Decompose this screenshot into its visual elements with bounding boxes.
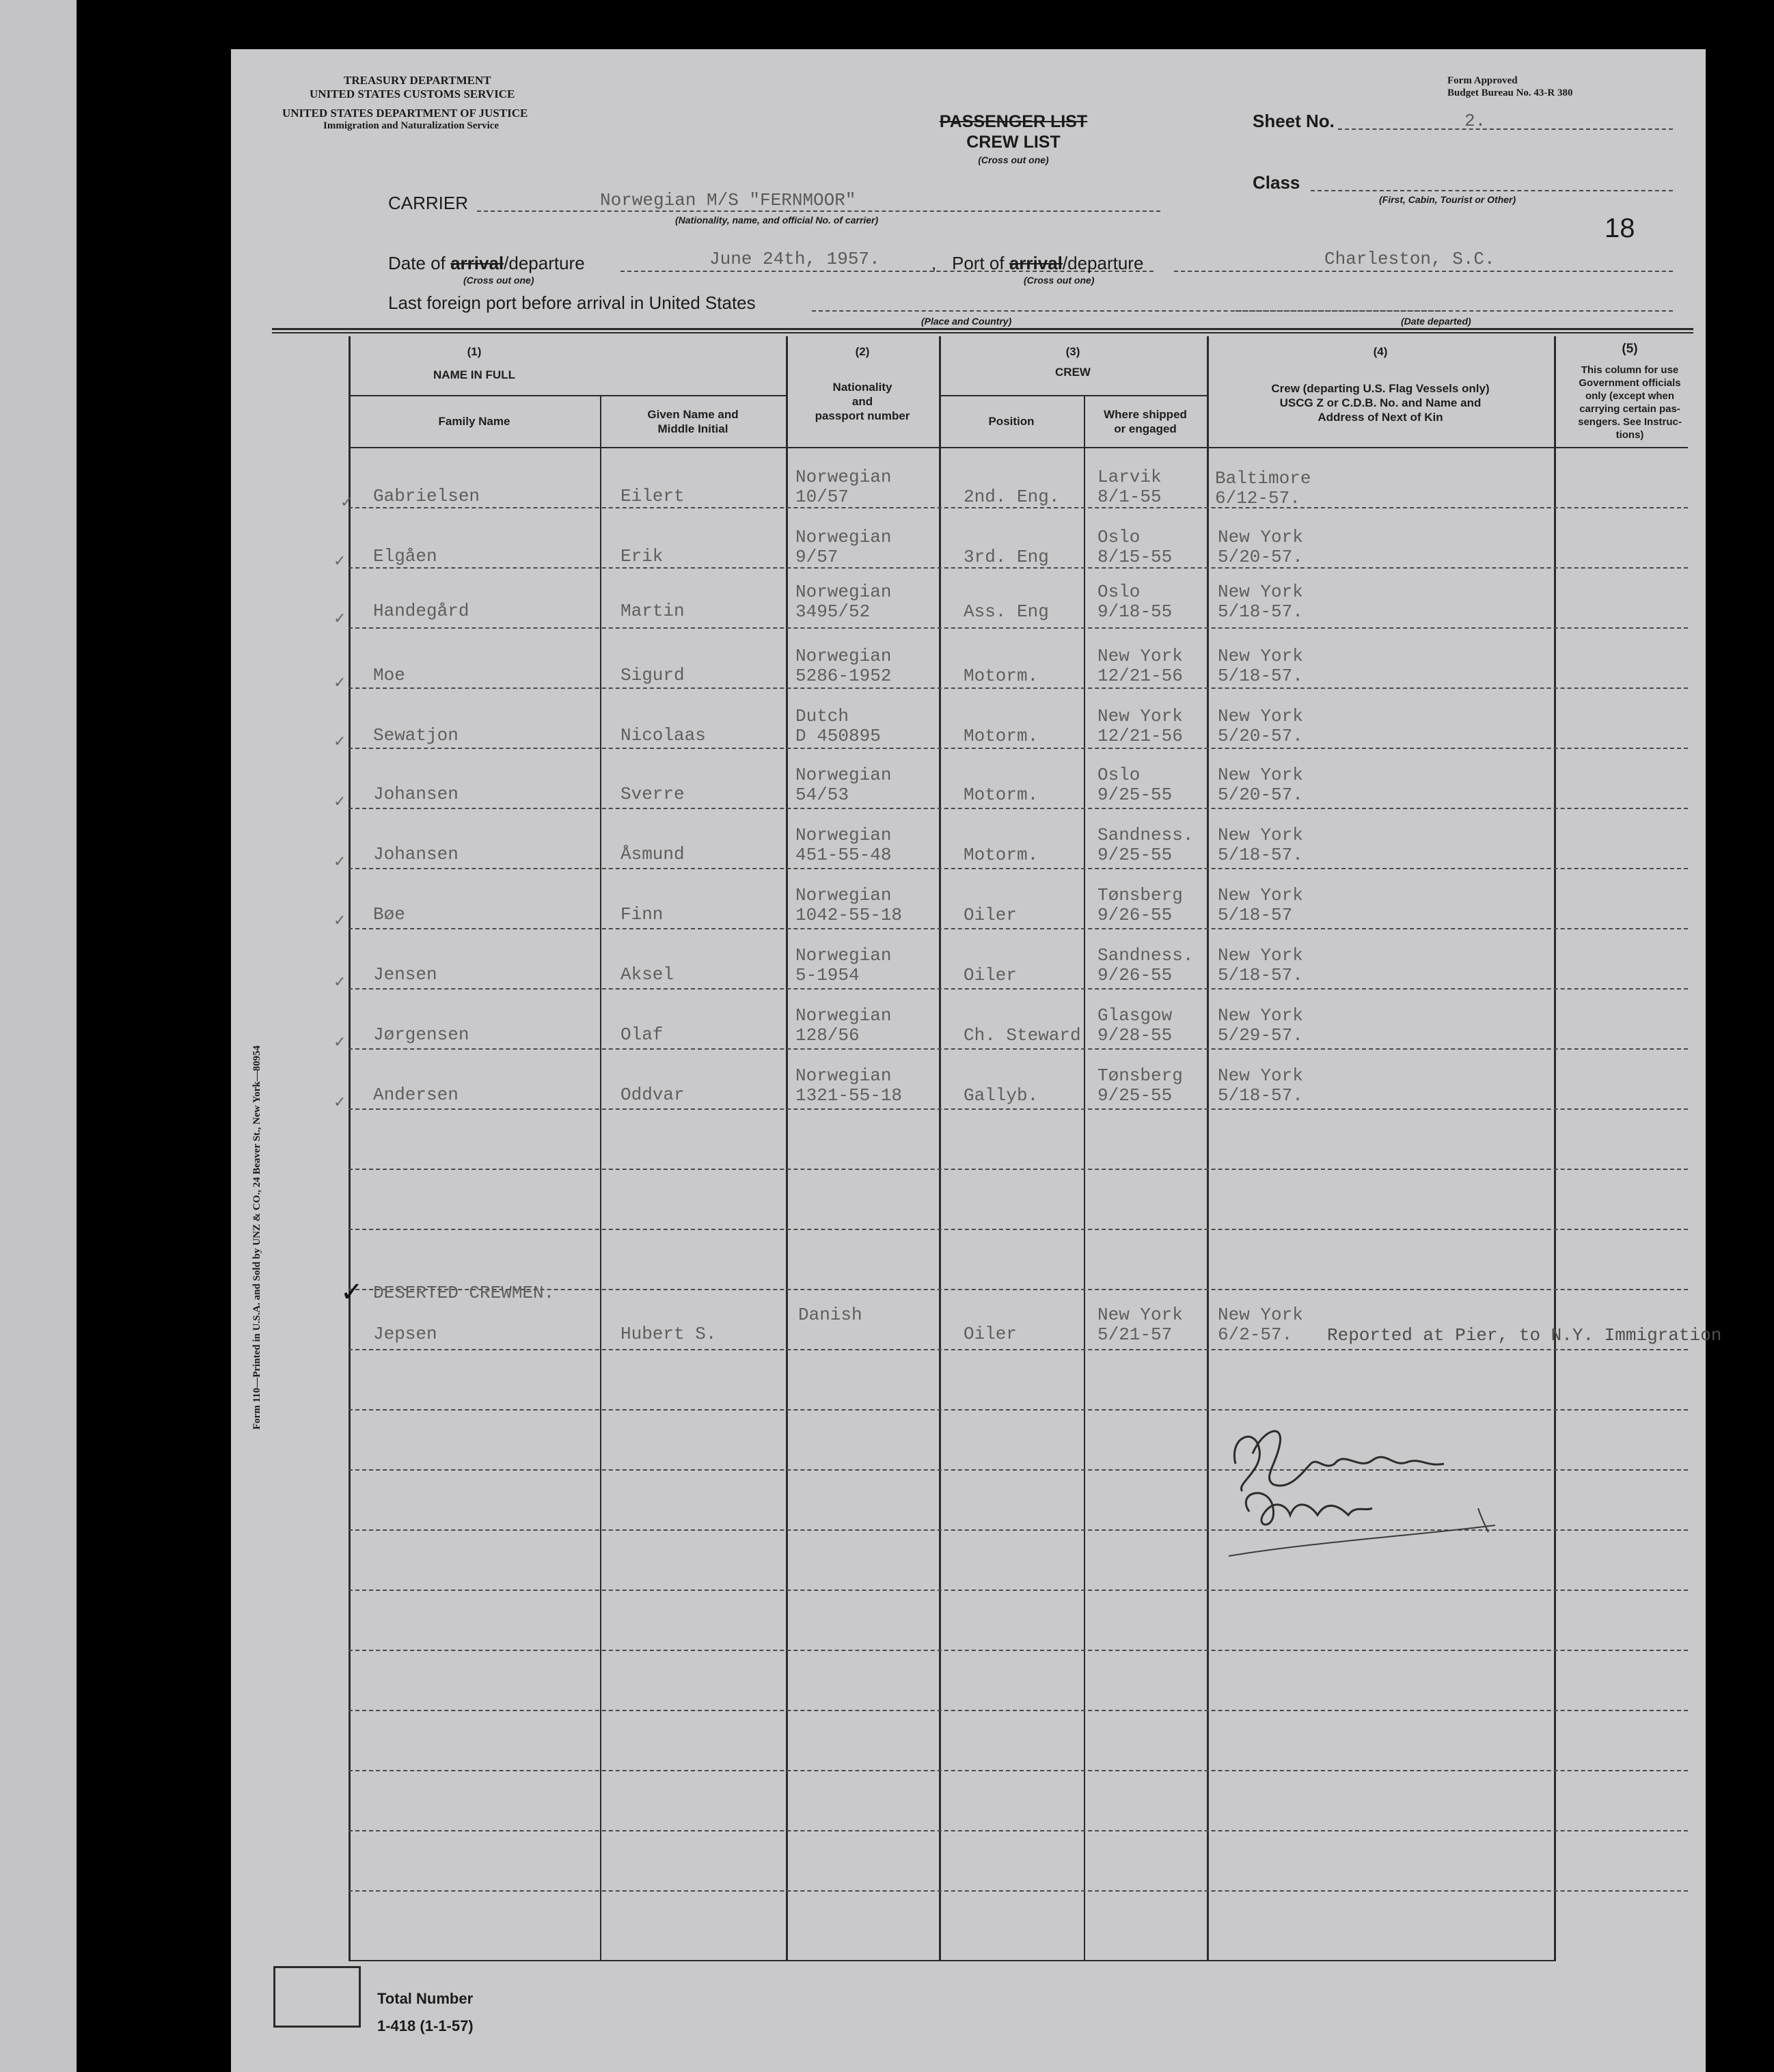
row0-date: 8/1-55: [1097, 487, 1162, 507]
row1-place: Oslo: [1097, 527, 1141, 547]
row2-nat: Norwegian: [795, 582, 892, 602]
row8-kin1: New York: [1218, 945, 1303, 966]
port-cross-hint: (Cross out one): [1024, 275, 1095, 286]
carrier-label: CARRIER: [388, 193, 469, 213]
crew-list-title: CREW LIST: [966, 133, 1061, 152]
row4-date: 12/21-56: [1097, 726, 1183, 746]
row5-family: Johansen: [373, 784, 459, 804]
row3-position: Motorm.: [964, 666, 1039, 686]
col-position: Position: [988, 415, 1035, 428]
header-ins: Immigration and Naturalization Service: [323, 120, 500, 131]
row10-nat: Norwegian: [795, 1065, 892, 1086]
row10-position: Gallyb.: [964, 1085, 1039, 1106]
row3-passport: 5286-1952: [795, 666, 892, 686]
header-justice: UNITED STATES DEPARTMENT OF JUSTICE: [282, 107, 528, 120]
row10-kin1: New York: [1218, 1065, 1303, 1086]
deserted-note: Reported at Pier, to N.Y. Immigration: [1327, 1325, 1722, 1346]
class-label: Class: [1253, 172, 1300, 193]
row1-kin1: New York: [1218, 527, 1303, 547]
budget-bureau: Budget Bureau No. 43-R 380: [1447, 87, 1573, 98]
row0-place: Larvik: [1097, 467, 1162, 487]
deserted-date: 5/21-57: [1097, 1324, 1173, 1345]
col-government: This column for use Government officials only (except when carrying certain pas- sengers. See Instruc- tions): [1578, 364, 1682, 441]
col-given-name: Given Name and Middle Initial: [647, 408, 739, 435]
row0-kin1: Baltimore: [1215, 468, 1311, 489]
row6-position: Motorm.: [964, 845, 1039, 865]
row4-passport: D 450895: [795, 726, 881, 746]
row7-family: Bøe: [373, 904, 405, 925]
row6-family: Johansen: [373, 844, 459, 864]
row1-passport: 9/57: [795, 547, 838, 567]
row8-family: Jensen: [373, 964, 437, 985]
printer-line: Form 110—Printed in U.S.A. and Sold by UNZ & CO., 24 Beaver St., New York—80954: [251, 1045, 262, 1430]
row5-position: Motorm.: [964, 785, 1039, 805]
row5-kin1: New York: [1218, 765, 1303, 785]
row9-nat: Norwegian: [795, 1005, 892, 1026]
row8-position: Oiler: [964, 965, 1018, 985]
row5-place: Oslo: [1097, 765, 1141, 785]
row6-given: Åsmund: [620, 844, 685, 864]
row7-place: Tønsberg: [1097, 885, 1183, 905]
sheet-label: Sheet No.: [1253, 111, 1335, 131]
row2-date: 9/18-55: [1097, 601, 1173, 622]
row4-place: New York: [1097, 706, 1183, 726]
departure-date: June 24th, 1957.: [709, 249, 880, 269]
col-nationality: Nationality and passport number: [815, 381, 910, 422]
form-code: 1-418 (1-1-57): [377, 2017, 474, 2034]
carrier-hint: (Nationality, name, and official No. of carrier): [675, 215, 879, 226]
row7-kin2: 5/18-57: [1218, 905, 1293, 925]
row2-given: Martin: [620, 601, 685, 621]
row8-kin2: 5/18-57.: [1218, 965, 1303, 985]
row1-nat: Norwegian: [795, 527, 892, 547]
col-name-in-full: NAME IN FULL: [433, 368, 515, 381]
row0-kin2: 6/12-57.: [1215, 488, 1300, 508]
col-family-name: Family Name: [438, 415, 510, 428]
row10-passport: 1321-55-18: [795, 1085, 903, 1106]
row0-given: Eilert: [620, 486, 685, 506]
row9-position: Ch. Steward: [964, 1025, 1081, 1046]
deserted-place: New York: [1097, 1305, 1183, 1325]
deserted-kin2: 6/2-57.: [1218, 1324, 1293, 1345]
row10-given: Oddvar: [620, 1085, 685, 1105]
row10-kin2: 5/18-57.: [1218, 1085, 1303, 1106]
row7-position: Oiler: [964, 905, 1018, 925]
row1-position: 3rd. Eng: [964, 547, 1049, 567]
date-cross-hint: (Cross out one): [463, 275, 534, 286]
row7-kin1: New York: [1218, 885, 1303, 905]
row0-nat: Norwegian: [795, 467, 892, 487]
row4-kin2: 5/20-57.: [1218, 726, 1303, 746]
row4-given: Nicolaas: [620, 725, 706, 746]
row9-kin2: 5/29-57.: [1218, 1025, 1303, 1046]
date-departed-hint: (Date departed): [1401, 316, 1471, 327]
row3-family: Moe: [373, 665, 405, 685]
form-approved: Form Approved: [1447, 75, 1518, 86]
row1-date: 8/15-55: [1097, 547, 1173, 567]
row4-kin1: New York: [1218, 706, 1303, 726]
row3-nat: Norwegian: [795, 646, 892, 666]
row1-family: Elgåen: [373, 546, 437, 567]
row2-place: Oslo: [1097, 582, 1141, 602]
row6-passport: 451-55-48: [795, 845, 892, 865]
row9-passport: 128/56: [795, 1025, 860, 1046]
row10-family: Andersen: [373, 1085, 459, 1105]
row5-kin2: 5/20-57.: [1218, 785, 1303, 805]
row4-position: Motorm.: [964, 726, 1039, 746]
row5-passport: 54/53: [795, 785, 849, 805]
row1-kin2: 5/20-57.: [1218, 547, 1303, 567]
port-label: Port of arrival/departure: [952, 253, 1144, 273]
col-crew: CREW: [1055, 366, 1091, 379]
date-label: Date of arrival/departure: [388, 253, 585, 273]
row9-given: Olaf: [620, 1024, 664, 1045]
row3-place: New York: [1097, 646, 1183, 666]
row1-given: Erik: [620, 546, 664, 567]
row0-passport: 10/57: [795, 487, 849, 507]
row9-place: Glasgow: [1097, 1005, 1173, 1026]
passenger-list-struck: PASSENGER LIST: [939, 112, 1088, 131]
deserted-family: Jepsen: [373, 1324, 437, 1344]
header-treasury: TREASURY DEPARTMENT: [344, 74, 491, 87]
row2-passport: 3495/52: [795, 601, 871, 622]
left-margin-strip: [0, 0, 77, 2072]
row4-nat: Dutch: [795, 706, 849, 726]
total-number-label: Total Number: [377, 1990, 474, 2007]
row8-passport: 5-1954: [795, 965, 860, 985]
col-where-shipped: Where shipped or engaged: [1104, 408, 1187, 435]
row6-nat: Norwegian: [795, 825, 892, 845]
deserted-position: Oiler: [964, 1324, 1018, 1344]
deserted-label: DESERTED CREWMEN.: [373, 1283, 555, 1303]
crew-list-form: TREASURY DEPARTMENT UNITED STATES CUSTOMS SERVICE UNITED STATES DEPARTMENT OF JUSTICE Immigration and Naturalization Service Form Approved Budget Bureau No. 43-R 380 PASSENGER LIST CREW LIST (Cross out one) Sheet No. 2. Class (First, Cabin, Tourist or Other) 18 CARRIER Norwegian M/S "FERNMOOR" (Nationality, name, and official No. of carrier) Date of arrival/departure (Cross out one) June 24th, 1957. , Port of arrival/departure (Cross out one) Charleston, S.C. Last foreign port before arrival in United States (Place and Country) (Date departed) (1) NAME IN FULL Family Name Given Name and Middle Initial (2) Nationality and passport number (3) CREW Position Where shipped or engaged (4) Crew (departing U.S. Flag Vessels only) USCG Z or C.D.B. No. and Name and Address of Next of Kin (5) This column for use Government officials only (except when carrying certain pas- sengers. See Instruc- tions) ✓ Gabrielsen Eilert Norwegian 10/57 2nd. Eng. Larvik 8/1-55 Baltimore 6/12-57. ✓ Elgåen Erik Norwegian 9/57 3rd. Eng Oslo 8/15-55 New York 5/20-57. ✓ Handegård Martin Norwegian 3495/52 Ass. Eng Oslo 9/18-55 New York 5/18-57. ✓ Moe Sigurd Norwegian 5286-1952 Motorm. New York 12/21-56 New York 5/18-57. ✓ Sewatjon Nicolaas Dutch D 450895 Motorm. New York 12/21-56 New York 5/20-57. ✓ Johansen Sverre Norwegian 54/53 Motorm. Oslo 9/25-55 New York 5/20-57. ✓ Johansen Åsmund Norwegian 451-55-48 Motorm. Sandness. 9/25-55 New York 5/18-57. ✓ Bøe Finn Norwegian 1042-55-18 Oiler Tønsberg 9/26-55 New York 5/18-57 ✓ Jensen Aksel Norwegian 5-1954 Oiler Sandness. 9/26-55 New York 5/18-57. ✓ Jørgensen Olaf Norwegian 128/56 Ch. Steward Glasgow 9/28-55 New York 5/29-57. ✓ Andersen Oddvar Norwegian 1321-55-18 Gallyb. Tønsberg 9/25-55 New York 5/18-57. ✓ DESERTED CREWMEN. Jepsen Hubert S. Danish Oiler New York 5/21-57 New York 6/2-57. Reported at Pier, to N.Y. Immigration Total Number 1-418 (1-1-57) Form 110—Printed in U.S.A. and Sold by UNZ & CO., 24 Beaver St., New York—80954: [231, 49, 1706, 2072]
row8-place: Sandness.: [1097, 945, 1194, 966]
row2-kin1: New York: [1218, 582, 1303, 602]
row9-date: 9/28-55: [1097, 1025, 1173, 1046]
row6-place: Sandness.: [1097, 825, 1194, 845]
deserted-nat: Danish: [798, 1305, 862, 1325]
carrier-value: Norwegian M/S "FERNMOOR": [600, 190, 856, 210]
row2-position: Ass. Eng: [964, 601, 1049, 622]
row2-family: Handegård: [373, 601, 469, 621]
sheet-value: 2.: [1464, 111, 1486, 131]
header-customs: UNITED STATES CUSTOMS SERVICE: [310, 87, 515, 100]
row0-position: 2nd. Eng.: [964, 487, 1060, 507]
last-port-label: Last foreign port before arrival in United States: [388, 292, 756, 313]
row0-family: Gabrielsen: [373, 486, 480, 506]
row3-kin1: New York: [1218, 646, 1303, 666]
departure-port: Charleston, S.C.: [1324, 249, 1495, 269]
row9-family: Jørgensen: [373, 1024, 469, 1045]
row9-kin1: New York: [1218, 1005, 1303, 1026]
row6-kin2: 5/18-57.: [1218, 845, 1303, 865]
cross-out-hint: (Cross out one): [978, 154, 1049, 165]
row7-given: Finn: [620, 904, 664, 925]
row3-date: 12/21-56: [1097, 666, 1183, 686]
place-hint: (Place and Country): [921, 316, 1012, 327]
row8-date: 9/26-55: [1097, 965, 1173, 985]
row10-date: 9/25-55: [1097, 1085, 1173, 1106]
col-next-of-kin: Crew (departing U.S. Flag Vessels only) USCG Z or C.D.B. No. and Name and Address of Next of Kin: [1271, 382, 1490, 424]
row7-nat: Norwegian: [795, 885, 892, 905]
row3-given: Sigurd: [620, 665, 685, 685]
row6-date: 9/25-55: [1097, 845, 1173, 865]
row7-date: 9/26-55: [1097, 905, 1173, 925]
row5-nat: Norwegian: [795, 765, 892, 785]
row10-place: Tønsberg: [1097, 1065, 1183, 1086]
deserted-given: Hubert S.: [620, 1324, 717, 1344]
row6-kin1: New York: [1218, 825, 1303, 845]
master-signature: [1208, 1389, 1509, 1587]
deserted-kin1: New York: [1218, 1305, 1303, 1325]
stamp-number: 18: [1605, 213, 1635, 243]
row5-given: Sverre: [620, 784, 685, 804]
row4-family: Sewatjon: [373, 725, 459, 746]
row5-date: 9/25-55: [1097, 785, 1173, 805]
row7-passport: 1042-55-18: [795, 905, 903, 925]
row8-nat: Norwegian: [795, 945, 892, 966]
class-hint: (First, Cabin, Tourist or Other): [1379, 194, 1516, 205]
row3-kin2: 5/18-57.: [1218, 666, 1303, 686]
total-box: [273, 1966, 361, 2028]
checkmark: ✓: [340, 1277, 364, 1307]
row8-given: Aksel: [620, 964, 674, 985]
row2-kin2: 5/18-57.: [1218, 601, 1303, 622]
